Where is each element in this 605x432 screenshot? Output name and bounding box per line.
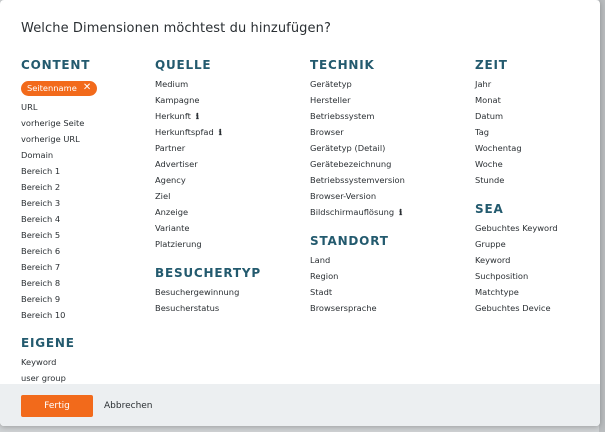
dimension-item[interactable] xyxy=(21,131,97,147)
dimension-item[interactable] xyxy=(310,252,405,268)
group-zeit xyxy=(475,58,558,188)
dimension-item[interactable] xyxy=(310,156,405,172)
info-icon[interactable]: ℹ xyxy=(195,111,199,121)
dimension-item-label: vorherige URL xyxy=(21,133,80,144)
info-icon[interactable]: ℹ xyxy=(399,207,403,217)
dimension-item[interactable] xyxy=(21,163,97,179)
confirm-button[interactable]: Fertig xyxy=(21,395,93,417)
dimension-item-label: Suchposition xyxy=(475,271,529,281)
dimension-item-label: Bereich 10 xyxy=(21,309,66,320)
dimension-item-label: Bereich 2 xyxy=(21,181,61,192)
group-items-content xyxy=(21,76,97,323)
dimension-item-label: user group xyxy=(21,372,66,383)
dimension-item-label: Region xyxy=(310,271,339,281)
close-icon[interactable]: ✕ xyxy=(82,82,92,93)
dimension-item-label: Bereich 6 xyxy=(21,245,61,256)
dimension-item-label: Gerätetyp xyxy=(310,79,352,89)
info-icon[interactable]: ℹ xyxy=(218,127,222,137)
dimension-item[interactable] xyxy=(155,284,261,300)
group-besuchertyp xyxy=(155,266,261,316)
cancel-button[interactable]: Abbrechen xyxy=(104,401,153,411)
group-quelle xyxy=(155,58,261,252)
dimension-item[interactable] xyxy=(155,156,261,172)
dimension-item[interactable] xyxy=(155,220,261,236)
dimension-item[interactable] xyxy=(21,275,97,291)
dimension-item[interactable] xyxy=(155,124,261,140)
dimension-item[interactable] xyxy=(21,227,97,243)
dimension-item-label: Bereich 9 xyxy=(21,293,61,304)
dimension-item[interactable] xyxy=(21,211,97,227)
dimension-item[interactable] xyxy=(21,291,97,307)
dimension-item[interactable] xyxy=(310,300,405,316)
dimension-item[interactable] xyxy=(21,115,97,131)
dimension-item[interactable] xyxy=(155,236,261,252)
dimension-item-label: Gruppe xyxy=(475,239,506,249)
dimension-item-label: Woche xyxy=(475,159,503,169)
dimension-item[interactable] xyxy=(310,76,405,92)
dimension-item[interactable] xyxy=(475,124,558,140)
dimension-item-label: Platzierung xyxy=(155,239,202,249)
dialog-title: Welche Dimensionen möchtest du hinzufügen? xyxy=(21,21,331,36)
group-technik xyxy=(310,58,405,220)
dimension-item[interactable] xyxy=(475,252,558,268)
dimension-item[interactable] xyxy=(475,172,558,188)
dimension-item-label: Browsersprache xyxy=(310,303,377,313)
dimension-item[interactable] xyxy=(475,236,558,252)
group-heading-eigene: EIGENE xyxy=(21,335,75,350)
dimension-item-label: Wochentag xyxy=(475,143,522,153)
dimension-item-label: Stadt xyxy=(310,287,333,297)
dimension-item[interactable] xyxy=(155,300,261,316)
dimension-item[interactable] xyxy=(155,204,261,220)
dimension-item-label: Bereich 7 xyxy=(21,261,61,272)
dimension-item[interactable] xyxy=(21,259,97,275)
dimension-item[interactable] xyxy=(475,140,558,156)
dimension-item-label: Bereich 1 xyxy=(21,165,61,176)
dimension-item-label: Tag xyxy=(475,127,490,137)
dimension-item-label: Gerätetyp (Detail) xyxy=(310,143,386,153)
dimension-item-label: Domain xyxy=(21,149,54,160)
dimension-item-label: Stunde xyxy=(475,175,505,185)
group-heading-sea: SEA xyxy=(475,202,504,216)
dimension-item-label: Variante xyxy=(155,223,190,233)
dimension-item-label: Kampagne xyxy=(155,95,200,105)
dimension-item-label: Land xyxy=(310,255,331,265)
dimension-item[interactable] xyxy=(310,108,405,124)
group-items-zeit xyxy=(475,76,558,188)
dimension-item[interactable] xyxy=(21,99,97,115)
dimension-item-label: Keyword xyxy=(21,356,57,367)
dimension-item-label: Ziel xyxy=(155,191,171,201)
dimension-item[interactable] xyxy=(310,92,405,108)
column-content xyxy=(21,58,97,400)
dimension-item-label: Keyword xyxy=(475,255,511,265)
group-items-besuchertyp xyxy=(155,284,261,316)
group-eigene xyxy=(21,336,97,386)
dimension-item-label: Browser xyxy=(310,127,344,137)
dimension-item[interactable] xyxy=(155,108,261,124)
column-quelle xyxy=(155,58,261,330)
dimension-item-label: URL xyxy=(21,101,38,112)
dimension-item[interactable] xyxy=(475,284,558,300)
column-technik xyxy=(310,58,405,330)
dimension-item-label: Partner xyxy=(155,143,186,153)
chip-label: Seitenname xyxy=(27,83,77,93)
dimension-item[interactable] xyxy=(310,124,405,140)
group-content xyxy=(21,58,97,323)
group-items-quelle xyxy=(155,76,261,252)
dimension-item[interactable] xyxy=(155,188,261,204)
group-items-technik xyxy=(310,76,405,220)
dimension-item[interactable] xyxy=(310,188,405,204)
dimension-item-label: Besucherstatus xyxy=(155,303,220,313)
dimension-item[interactable] xyxy=(475,268,558,284)
dimension-item-label: Bereich 4 xyxy=(21,213,61,224)
dialog-footer xyxy=(0,384,600,426)
dimension-item-label: Monat xyxy=(475,95,501,105)
group-items-standort xyxy=(310,252,405,316)
dimension-item[interactable] xyxy=(310,172,405,188)
dimension-item[interactable] xyxy=(310,268,405,284)
group-heading-zeit: ZEIT xyxy=(475,58,508,72)
dimension-item[interactable] xyxy=(310,284,405,300)
dimension-item-label: Medium xyxy=(155,79,189,89)
dimension-item[interactable] xyxy=(21,147,97,163)
dimension-item-label: vorherige Seite xyxy=(21,117,85,128)
group-heading-content: CONTENT xyxy=(21,58,91,72)
dimension-item-label: Datum xyxy=(475,111,504,121)
dimension-item[interactable] xyxy=(21,179,97,195)
dimension-item-label: Bereich 5 xyxy=(21,229,61,240)
dimension-item[interactable] xyxy=(155,76,261,92)
group-sea xyxy=(475,202,558,316)
dimension-item[interactable] xyxy=(155,92,261,108)
dimension-item[interactable] xyxy=(310,204,405,220)
dimension-item-label: Anzeige xyxy=(155,207,189,217)
column-zeit xyxy=(475,58,558,330)
dimension-item[interactable] xyxy=(475,108,558,124)
dimension-item-label: Bildschirmauflösung xyxy=(310,207,395,217)
dimension-item[interactable] xyxy=(21,307,97,323)
dimension-item[interactable] xyxy=(475,76,558,92)
dimension-item[interactable] xyxy=(155,172,261,188)
dimension-item-label: Bereich 3 xyxy=(21,197,61,208)
dimension-item-label: Matchtype xyxy=(475,287,519,297)
dimension-item-label: Gebuchtes Device xyxy=(475,303,551,313)
dimension-item[interactable] xyxy=(21,354,97,370)
dimension-item-label: Jahr xyxy=(475,79,492,89)
dimension-item[interactable] xyxy=(475,92,558,108)
dimension-item-label: Advertiser xyxy=(155,159,198,169)
selected-dimension-chip[interactable] xyxy=(21,81,97,96)
dimension-item-label: Agency xyxy=(155,175,186,185)
dimension-item-label: Herkunftspfad xyxy=(155,127,214,137)
dimension-item[interactable] xyxy=(475,300,558,316)
group-heading-quelle: QUELLE xyxy=(155,58,212,72)
dimension-item-label: Besuchergewinnung xyxy=(155,287,240,297)
dimension-item-label: Betriebssystemversion xyxy=(310,175,405,185)
dimension-item-label: Gerätebezeichnung xyxy=(310,159,392,169)
dimension-item-label: Herkunft xyxy=(155,111,191,121)
dimension-item-label: Betriebssystem xyxy=(310,111,375,121)
dimension-item-label: Bereich 8 xyxy=(21,277,61,288)
dimension-item[interactable] xyxy=(21,243,97,259)
dimension-item-label: Gebuchtes Keyword xyxy=(475,223,558,233)
group-items-sea xyxy=(475,220,558,316)
dimension-item-label: Browser-Version xyxy=(310,191,377,201)
group-heading-technik: TECHNIK xyxy=(310,58,375,72)
group-items-eigene xyxy=(21,354,97,386)
dimension-item[interactable] xyxy=(310,140,405,156)
group-heading-standort: STANDORT xyxy=(310,234,389,248)
group-heading-besuchertyp: BESUCHERTYP xyxy=(155,266,261,280)
dimension-item-label: Hersteller xyxy=(310,95,351,105)
dimension-item[interactable] xyxy=(475,220,558,236)
dimension-item[interactable] xyxy=(475,156,558,172)
group-standort xyxy=(310,234,405,316)
dimension-item[interactable] xyxy=(155,140,261,156)
dimension-item[interactable] xyxy=(21,195,97,211)
